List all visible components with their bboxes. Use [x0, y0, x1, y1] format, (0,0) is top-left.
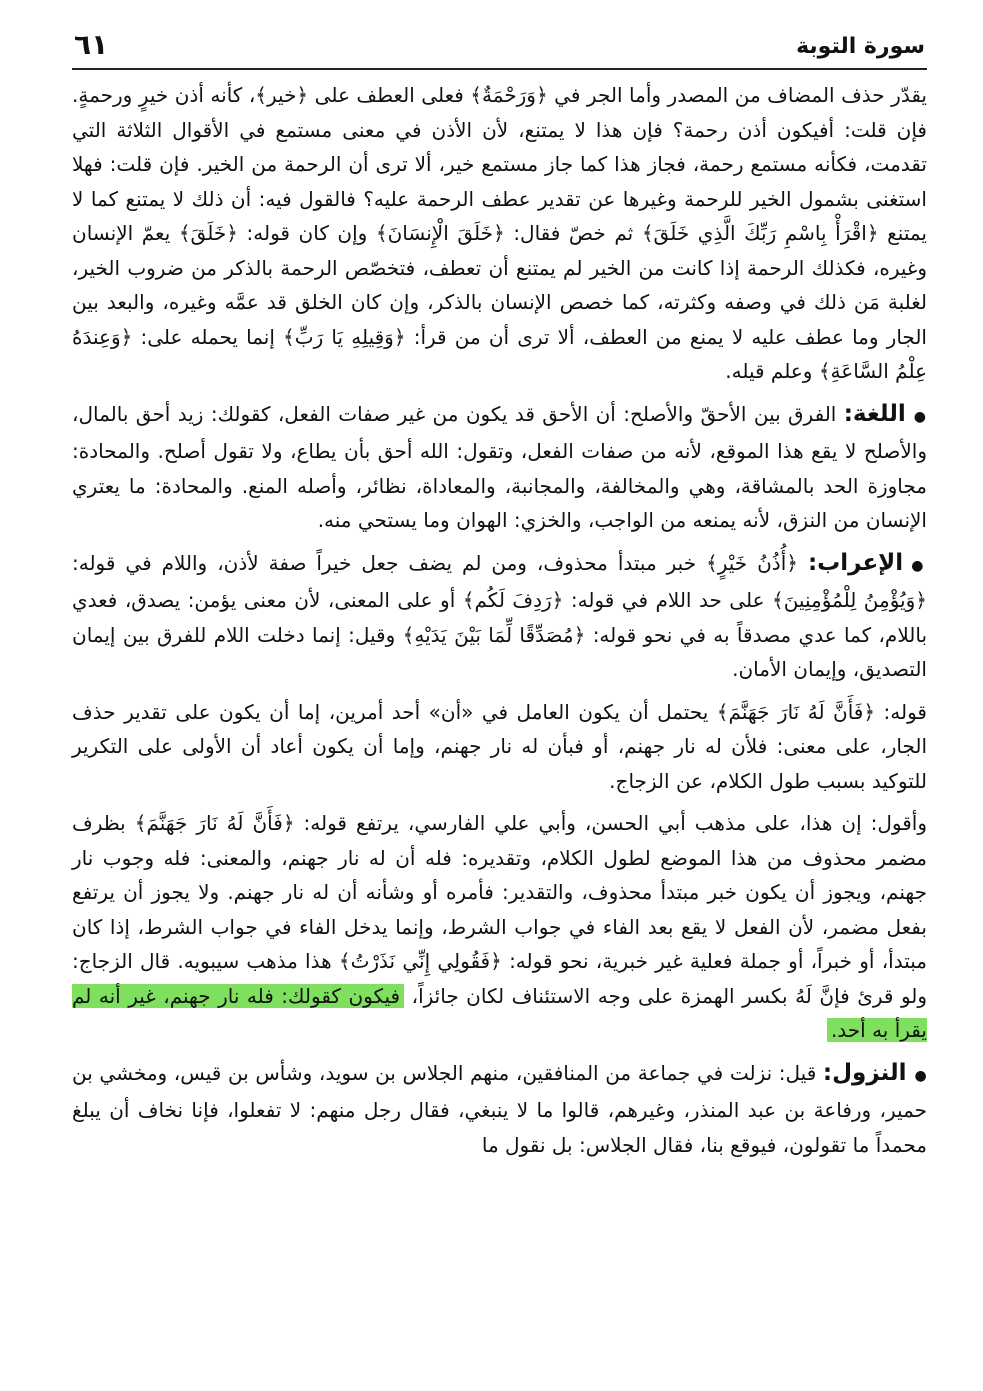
running-header: [72, 24, 927, 70]
book-page: [72, 24, 927, 1374]
text-line: الخير لم يمتنع أن تعطف، فتخصّص الرحمة بالذكر من ضروب الخير، لغلبة مَن ذلك في وصفه: [72, 255, 927, 314]
text-line: واللام في قوله: ﴿وَيُؤْمِنُ لِلْمُؤْمِنِينَ﴾ على حد اللام في قوله: ﴿رَدِفَ لَكُم﴾ أو على المعنى، لأن: [72, 550, 927, 612]
paragraph-language: [72, 397, 927, 538]
text-line: يَدَيْهِ﴾ وقيل: إنما دخلت اللام للفرق بين إيمان التصديق، وإيمان الأمان.: [72, 622, 927, 681]
text-line: منهم: لا تفعلوا، فإنا نخاف أن يبلغ محمداً ما تقولون، فيوقع بنا، فقال الجلاس: بل نقول ما: [72, 1098, 927, 1157]
text-line: زيد أحق بالمال، والأصلح لا يقع هذا الموقع، لأنه من صفات الفعل، وتقول: الله أحق بأن يطاع،: [72, 401, 928, 463]
bullet-icon: ●: [913, 408, 928, 425]
text-line: يدخل الفاء في جواب الشرط، إذا كان مبتدأ، أو خبراً، أو جملة فعلية غير خبرية، نحو قوله:: [72, 914, 927, 973]
text-line: أعاد أن الأولى على التكرير للتوكيد بسبب طول الكلام، عن الزجاج.: [72, 734, 927, 793]
page-content: [72, 78, 927, 1162]
text-line: ولا تقول أصلح. والمحادة: مجاوزة الحد بالمشاقة، وهي والمخالفة، والمجانبة، والمعاداة،: [72, 439, 927, 498]
paragraph-aqul: [72, 806, 927, 1048]
section-heading-revelation: النزول:: [822, 1059, 907, 1086]
text-line: عطف عليه لا يمنع من العطف، ألا ترى أن من قرأ: ﴿وَقِيلِهِ يَا رَبِّ﴾ إنما يحمله على: ﴿وَعِندَهُ: [72, 324, 844, 349]
paragraph-tafsir: [72, 78, 927, 389]
text-line: نظائر، وأصله المنع. والمحادة: ما يعتري الإنسان من النزق، لأنه يمنعه من الواجب، والخزي:: [72, 473, 927, 532]
text-line: وأقول: إن هذا، على مذهب أبي الحسن، وأبي علي الفارسي، يرتفع قوله: ﴿فَأَنَّ لَهُ نَارَ: [196, 811, 928, 835]
text-line: يقدّر حذف المضاف من المصدر وأما الجر في ﴿وَرَحْمَةٌ﴾ فعلى العطف على ﴿خير﴾، كأنه أذن: [174, 83, 927, 107]
paragraph-qawluhu: [72, 695, 927, 799]
text-line: له نار جهنم. ولا يجوز أن يرتفع بفعل مضمر، لأن الفعل لا يقع بعد الفاء في جواب الشرط، وإنما: [72, 880, 927, 939]
text-line: الفرق بين الأحقّ والأصلح: أن الأحق قد يكون من غير صفات الفعل، كقولك:: [210, 401, 837, 426]
bullet-icon: ●: [914, 1067, 928, 1084]
bullet-icon: ●: [911, 557, 928, 574]
text-line: عليه؟ فالقول فيه: أن ذلك لا يمتنع كما لا يمتنع ﴿اقْرَأْ بِاسْمِ رَبِّكَ الَّذِي خَلَقَ﴾ ثم خصّ فقال:: [72, 186, 927, 245]
text-line: قوله: ﴿فَأَنَّ لَهُ نَارَ جَهَنَّمَ﴾ يحتمل أن يكون العامل في «أن» أحد أمرين، إما أن يكون: [219, 699, 927, 724]
highlighted-text: فيكون كقولك: فله نار جهنم، غير أنه لم يقرأ به أحد.: [72, 983, 927, 1042]
text-line: جَهَنَّمَ﴾ بظرف مضمر محذوف من هذا الموضع لطول الكلام، وتقديره: فله أن له نار جهنم،: [72, 811, 927, 870]
text-line: الرحمة من الخير. فإن قلت: فهلا استغنى بشمول الخير للرحمة وغيرها عن تقدير عطف الرحمة: [72, 152, 927, 211]
text-line: ﴿خَلَقَ الْإِنسَانَ﴾ وإن كان قوله: ﴿خَلَقَ﴾ يعمّ الإنسان وغيره، فكذلك الرحمة إذا كانت من: [72, 221, 928, 280]
text-line: ﴿فَقُولِي إِنِّي نَذَرْتُ﴾ هذا مذهب سيبويه. قال الزجاج: ولو قرئ فإنَّ لَهُ بكسر الهمزة على وجه: [72, 949, 928, 1008]
paragraph-revelation: [72, 1056, 927, 1163]
section-heading-grammar: الإعراب:: [807, 549, 904, 576]
text-line: الاستئناف لكان جائزاً،: [411, 983, 591, 1008]
page-number: ٦١: [74, 28, 109, 61]
text-line: قيس، ومخشي بن حمير، ورفاعة بن عبد المنذر، وغيرهم، قالوا ما لا ينبغي، فقال رجل: [72, 1060, 928, 1122]
text-line: على تقدير حذف الجار، على معنى: فلأن له نار جهنم، أو فبأن له نار جهنم، وإما أن يكون: [72, 699, 928, 758]
text-line: والمعنى: فله وجوب نار جهنم، ويجوز أن يكون خبر مبتدأ محذوف، والتقدير: فأمره أو وشأنه أن: [72, 845, 927, 904]
paragraph-grammar: [72, 546, 927, 687]
section-heading-language: اللغة:: [843, 400, 906, 427]
text-line: وكثرته، كما خصص الإنسان بالذكر، وإن كان الخلق قد عمَّه وغيره، والبعد بين الجار وما: [72, 290, 927, 349]
surah-title: سورة التوبة: [796, 34, 925, 59]
text-line: قيل: نزلت في جماعة من المنافقين، منهم الجلاس بن سويد، وشأس بن: [227, 1060, 817, 1085]
text-line: ﴿أُذُنُ خَيْرٍ﴾ خبر مبتدأ محذوف، ومن لم يضف جعل خيراً صفة لأذن،: [217, 550, 798, 575]
text-line: عِلْمُ السَّاعَةِ﴾ وعلم قيله.: [725, 359, 927, 383]
text-line: الهوان وما يستحي منه.: [317, 508, 508, 532]
text-line: خيرٍ ورحمةٍ. فإن قلت: أفيكون أذن رحمة؟ فإن هذا لا يمتنع، لأن الأذن في معنى مستمع في: [72, 83, 927, 142]
text-line: الأقوال الثلاثة التي تقدمت، فكأنه مستمع رحمة، فجاز هذا كما جاز مستمع خير، ألا ترى أن: [72, 117, 927, 176]
text-line: معنى يؤمن: يصدق، فعدي باللام، كما عدي مصدقاً به في نحو قوله: ﴿مُصَدِّقًا لِّمَا بَيْنَ: [72, 588, 928, 647]
